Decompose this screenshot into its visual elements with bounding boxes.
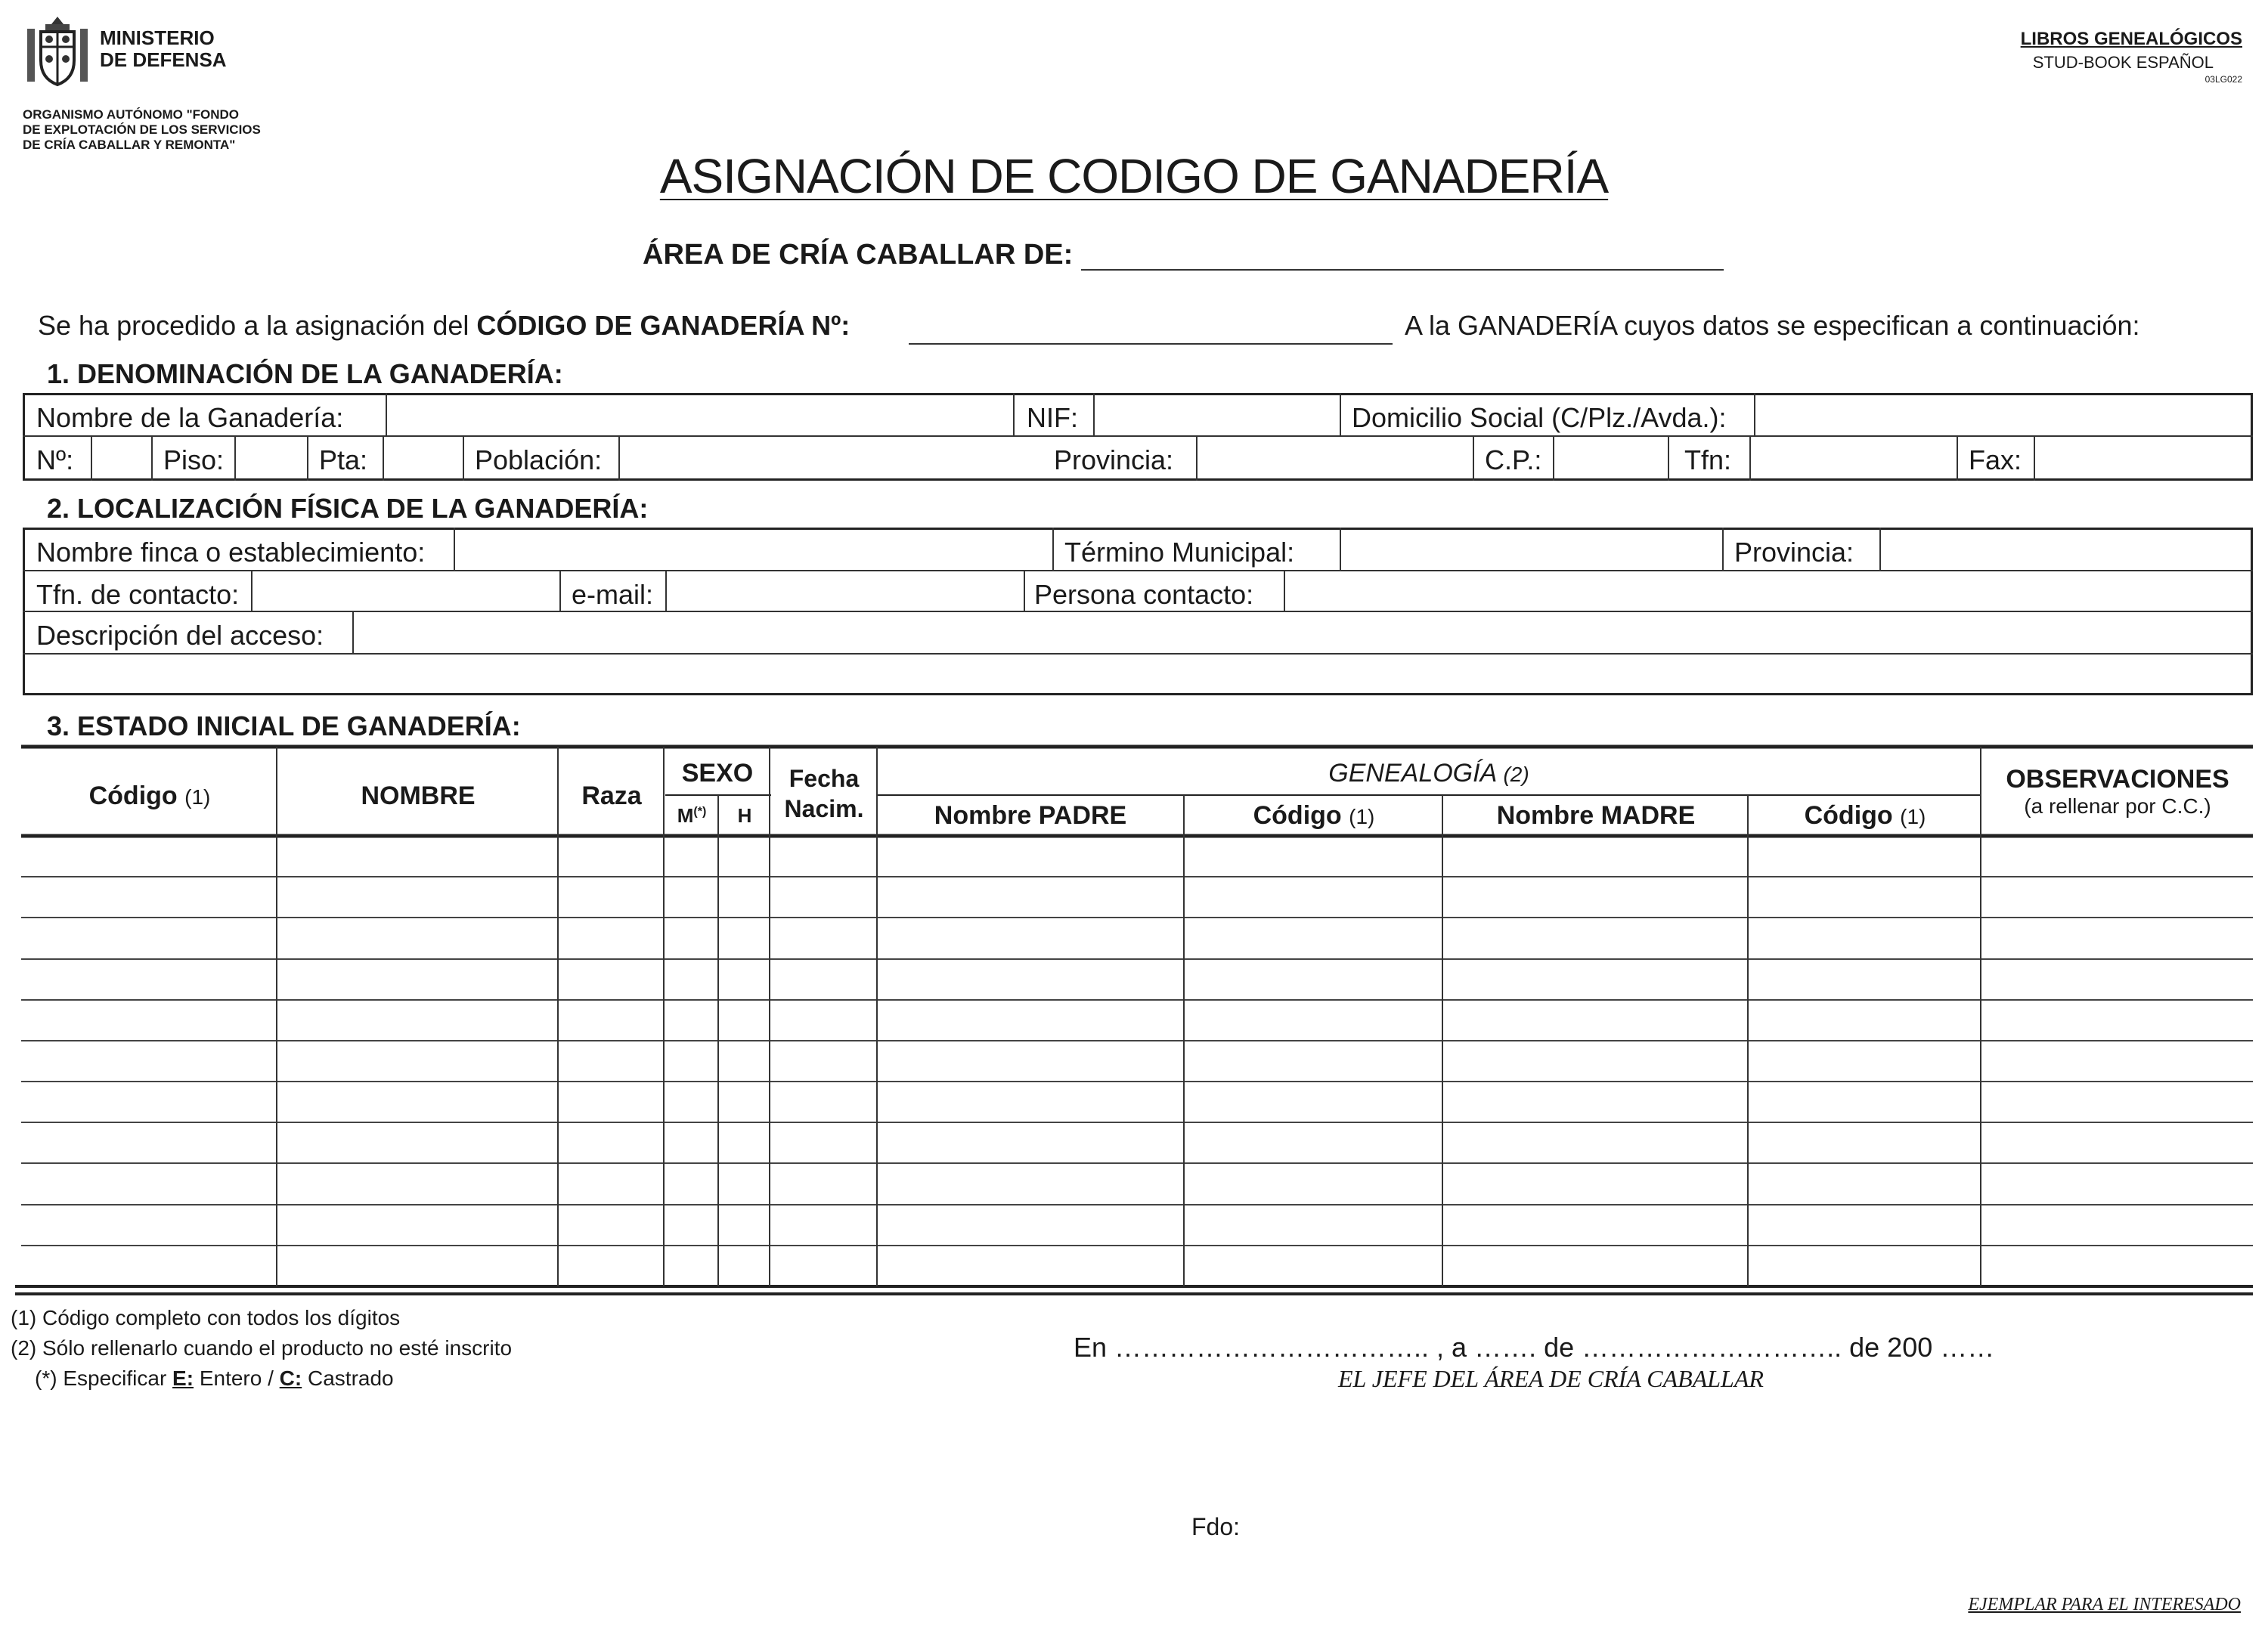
table-row[interactable] [21,1001,2253,1039]
org-line-2: DE EXPLOTACIÓN DE LOS SERVICIOS [23,122,261,137]
footnote-3-c: C: [279,1366,302,1390]
col-madre: Nombre MADRE [1496,801,1696,830]
table-row[interactable] [21,1165,2253,1202]
col-sexo-m [665,804,718,828]
col-sexo-m-label: M [677,804,694,827]
label-nombre-ganaderia: Nombre de la Ganadería: [36,402,344,433]
col-sexo-m-note: (*) [693,805,707,819]
col-fecha [771,763,877,824]
footnote-3-mid: Entero / [194,1366,280,1390]
table-row[interactable] [21,1247,2253,1285]
footnote-2: (2) Sólo rellenarlo cuando el producto no esté inscrito [11,1336,513,1360]
table-row[interactable] [21,919,2253,957]
ministry-line-1: MINISTERIO [100,26,215,49]
col-sexo: SEXO [681,759,754,788]
label-persona-contacto: Persona contacto: [1034,579,1254,610]
label-termino: Término Municipal: [1064,537,1295,568]
label-pta: Pta: [319,444,368,475]
col-codigo-padre-label: Código [1253,801,1342,830]
label-provincia: Provincia: [1054,444,1174,475]
label-finca: Nombre finca o establecimiento: [36,537,426,568]
table-row[interactable] [21,961,2253,998]
col-raza: Raza [581,781,642,810]
table-row[interactable] [21,1083,2253,1121]
intro-pre: Se ha procedido a la asignación del [38,310,477,341]
footnote-3 [35,1366,394,1391]
col-codigo-note: (1) [184,785,211,809]
studbook-title: STUD-BOOK ESPAÑOL [2032,53,2214,72]
footnote-3-post: Castrado [302,1366,394,1390]
place-date-line[interactable]: En …………………………….. , a ……. de ……………………….. de 200 …… [1074,1332,1995,1363]
col-codigo-padre-note: (1) [1349,805,1375,828]
col-fecha-line2: Nacim. [784,795,864,822]
col-codigo-padre [1185,801,1442,831]
footnote-1: (1) Código completo con todos los dígitos [11,1306,401,1329]
form-code: 03LG022 [2204,74,2242,85]
col-codigo-label: Código [88,781,178,810]
label-provincia2: Provincia: [1734,537,1854,568]
label-email: e-mail: [572,579,654,610]
signature-field[interactable]: Fdo: [1191,1513,1241,1540]
label-poblacion: Población: [475,444,603,475]
col-fecha-line1: Fecha [789,765,860,792]
col-genealogia [877,759,1981,788]
label-domicilio: Domicilio Social (C/Plz./Avda.): [1352,402,1727,433]
copy-label: EJEMPLAR PARA EL INTERESADO [1968,1595,2241,1614]
col-codigo [23,781,277,811]
section1-title: 1. DENOMINACIÓN DE LA GANADERÍA: [47,358,563,389]
label-nif: NIF: [1027,402,1078,433]
area-label: ÁREA DE CRÍA CABALLAR DE: [643,239,1074,271]
label-fax: Fax: [1969,444,2022,475]
books-title: LIBROS GENEALÓGICOS [2020,29,2242,49]
col-genealogia-label: GENEALOGÍA [1328,759,1496,788]
label-acceso: Descripción del acceso: [36,620,324,651]
col-observaciones-label: OBSERVACIONES [2006,765,2229,794]
org-line-3: DE CRÍA CABALLAR Y REMONTA" [23,138,236,152]
label-tfn: Tfn: [1684,444,1732,475]
table-row[interactable] [21,1206,2253,1244]
intro-post: A la GANADERÍA cuyos datos se especifican a continuación: [1405,310,2140,341]
section3-title: 3. ESTADO INICIAL DE GANADERÍA: [47,710,521,741]
col-observaciones [1982,765,2253,819]
col-padre: Nombre PADRE [934,801,1127,830]
label-tfn-contacto: Tfn. de contacto: [36,579,240,610]
footnote-3-pre: (*) Especificar [35,1366,173,1390]
table-row[interactable] [21,837,2253,875]
footnote-3-e: E: [172,1366,194,1390]
col-codigo-madre-label: Código [1804,801,1893,830]
label-cp: C.P.: [1485,444,1542,475]
table-row[interactable] [21,1124,2253,1162]
table-row[interactable] [21,1042,2253,1080]
label-no: Nº: [36,444,74,475]
col-sexo-h: H [737,804,752,827]
label-piso: Piso: [163,444,225,475]
col-genealogia-note: (2) [1503,763,1529,786]
org-line-1: ORGANISMO AUTÓNOMO "FONDO [23,107,240,122]
page-title: ASIGNACIÓN DE CODIGO DE GANADERÍA [659,149,1609,203]
ministry-line-2: DE DEFENSA [100,48,227,71]
intro-bold: CÓDIGO DE GANADERÍA Nº: [476,310,850,341]
signatory-role: EL JEFE DEL ÁREA DE CRÍA CABALLAR [1338,1365,1764,1392]
section2-title: 2. LOCALIZACIÓN FÍSICA DE LA GANADERÍA: [47,493,649,524]
col-codigo-madre-note: (1) [1900,805,1926,828]
col-nombre: NOMBRE [361,781,476,810]
col-observaciones-sub: (a rellenar por C.C.) [2024,794,2211,818]
col-codigo-madre [1749,801,1981,831]
table-row[interactable] [21,878,2253,916]
